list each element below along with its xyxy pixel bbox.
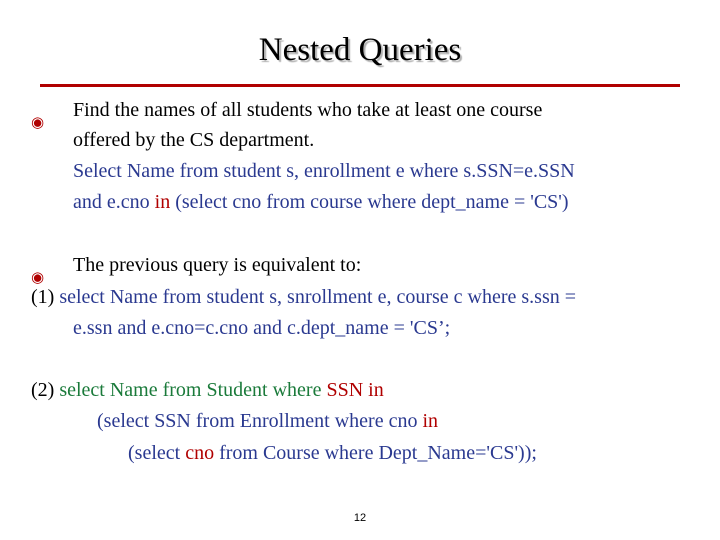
bullet1-sql-line1: Select Name from student s, enrollment e where s.SSN=e.SSN: [73, 160, 575, 182]
slide-title: Nested Queries: [258, 32, 462, 68]
title-divider: [40, 84, 680, 87]
query2-line3: [128, 438, 537, 469]
bullet-marker-icon: ◉: [31, 270, 45, 286]
query2-line2: [97, 406, 438, 437]
sql-text: (select: [128, 442, 186, 464]
bullet-marker-icon: ◉: [31, 115, 45, 131]
sql-text: (select cno from course where dept_name = 'CS'): [170, 191, 569, 213]
sql-ssn: SSN: [326, 379, 364, 401]
sql-keyword-in: in: [422, 410, 439, 432]
sql-text: and e.cno: [73, 191, 155, 213]
item1-line1: [31, 282, 576, 313]
item1-sql: select Name from student s, snrollment e, course c where s.ssn =: [59, 286, 577, 308]
bullet1-line1: Find the names of all students who take at least one course: [73, 99, 543, 121]
item1-line2: e.ssn and e.cno=c.cno and c.dept_name = 'CS’;: [73, 317, 451, 339]
sql-keyword-in: in: [154, 191, 171, 213]
item1-prefix: (1): [31, 286, 60, 308]
sql-cno: cno: [185, 442, 215, 464]
sql-text: select Name from Student where: [59, 379, 327, 401]
bullet1-line2: offered by the CS department.: [73, 129, 315, 151]
query2-prefix: (2): [31, 379, 60, 401]
bullet2-line1: The previous query is equivalent to:: [73, 254, 362, 276]
query2-line1: [31, 375, 384, 406]
page-number: 12: [353, 512, 367, 524]
sql-keyword-in: in: [363, 379, 384, 401]
sql-text: (select SSN from Enrollment where cno: [97, 410, 423, 432]
sql-text: from Course where Dept_Name='CS'));: [214, 442, 537, 464]
bullet1-sql-line2: [73, 187, 569, 218]
